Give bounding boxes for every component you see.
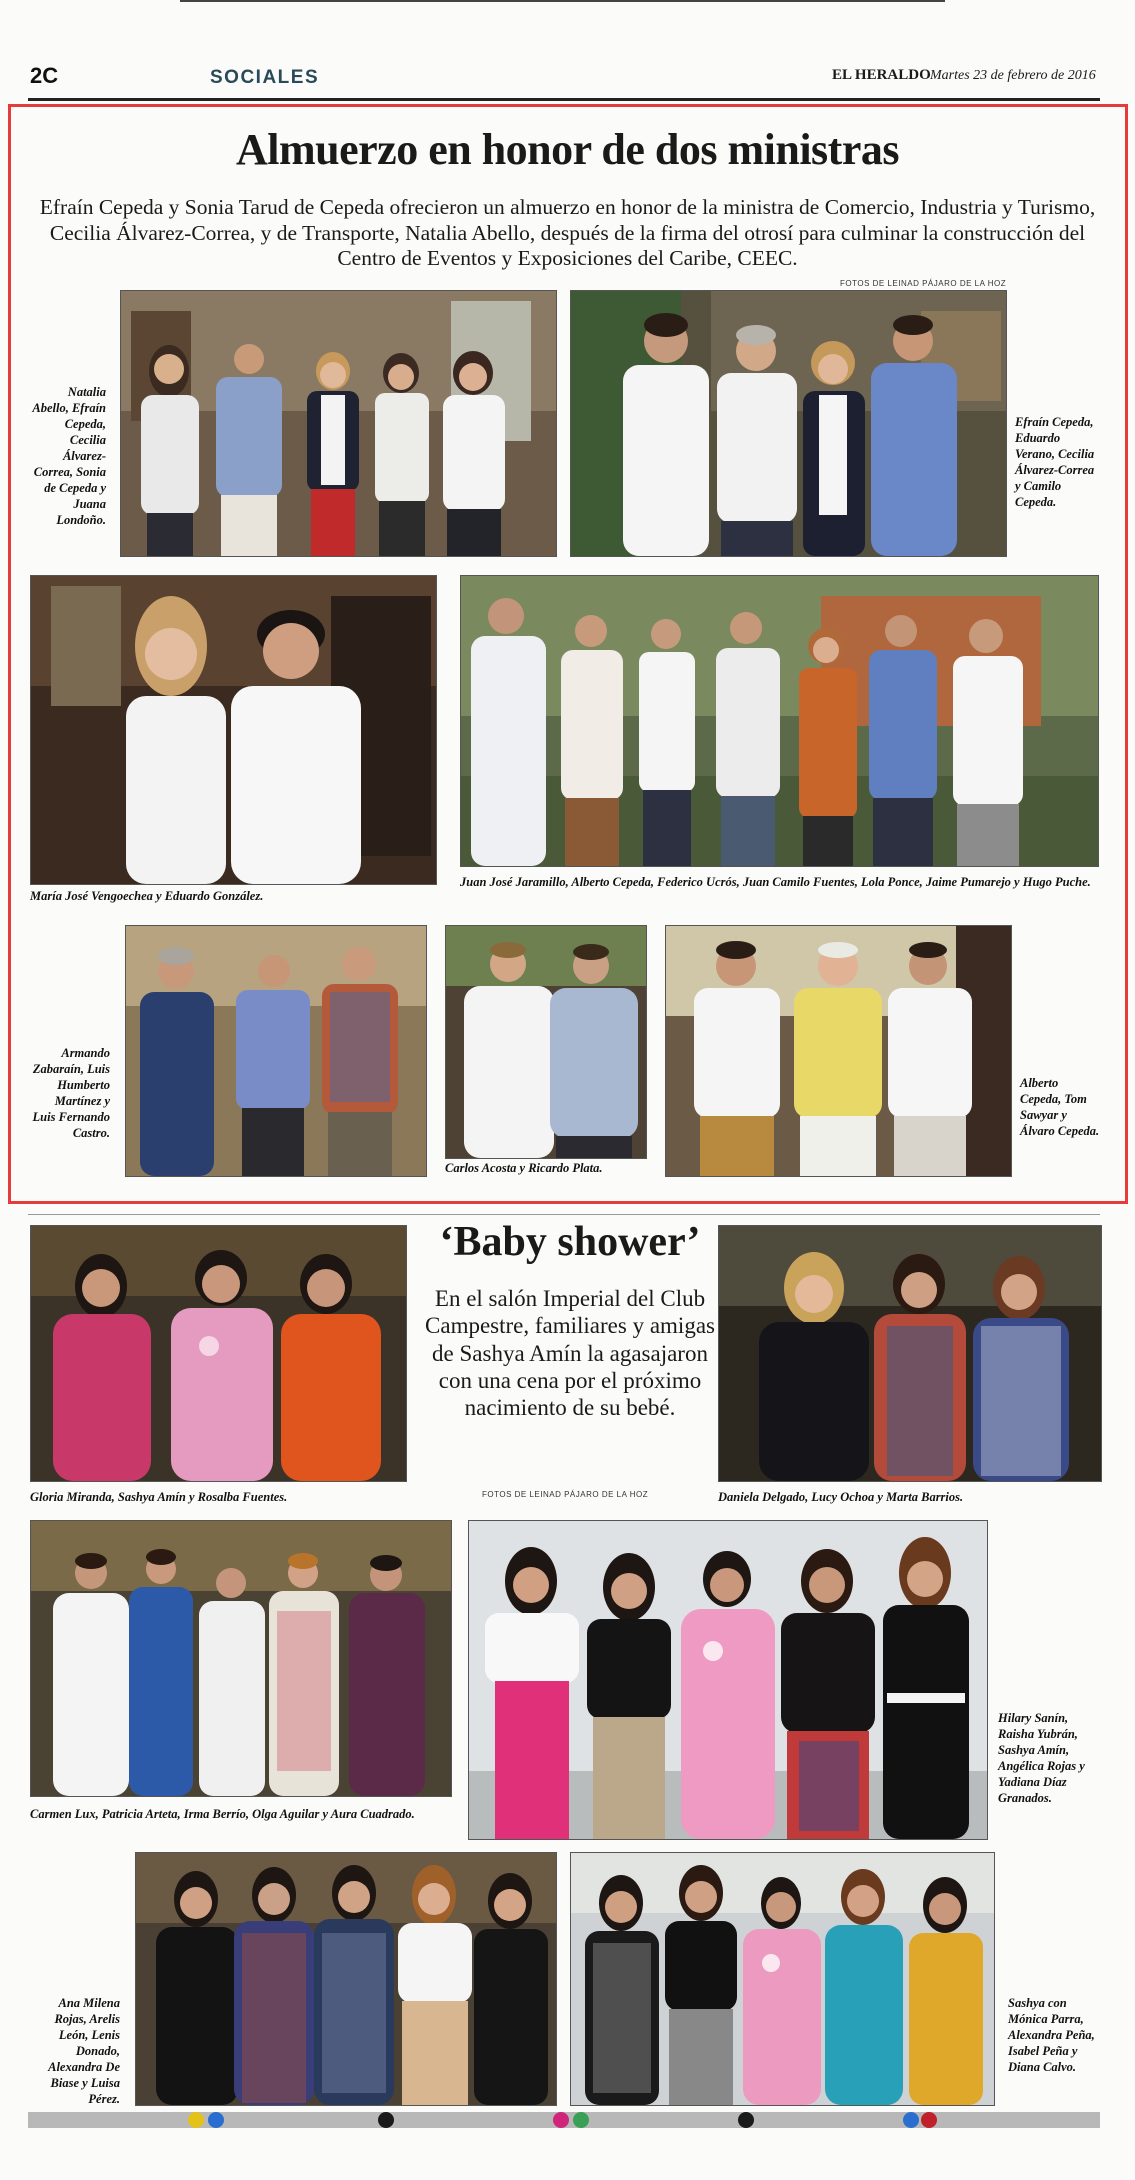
header-rule xyxy=(28,98,1100,101)
photo-pair-vengoechea xyxy=(30,575,437,885)
photo-trio-zabarain xyxy=(125,925,427,1177)
story2-headline: ‘Baby shower’ xyxy=(439,1219,701,1265)
caption-story2-3: Carmen Lux, Patricia Arteta, Irma Berrío, Olga Aguilar y Aura Cuadrado. xyxy=(30,1807,415,1821)
caption-story2-2: Daniela Delgado, Lucy Ochoa y Marta Barrios. xyxy=(718,1490,964,1504)
photo-pair-acosta xyxy=(445,925,647,1159)
registration-dot-black xyxy=(378,2112,394,2128)
issue-date: Martes 23 de febrero de 2016 xyxy=(930,68,1096,83)
registration-dot-blue-2 xyxy=(903,2112,919,2128)
photo-baby-sanin xyxy=(468,1520,988,1840)
caption-story2-1: Gloria Miranda, Sashya Amín y Rosalba Fuentes. xyxy=(30,1490,288,1504)
story2-lead: En el salón Imperial del Club Campestre, familiares y amigas de Sashya Amín la agasajaron con una cena por el próximo nacimiento de su bebé. xyxy=(425,1286,715,1421)
story1-lead: Efraín Cepeda y Sonia Tarud de Cepeda ofrecieron un almuerzo en honor de la ministra de Comercio, Industria y Turismo, Cecilia Álvarez-Correa, y de Transporte, Natalia Abello, después de la firma del otrosí para culminar la construcción del Centro de Eventos y Exposiciones del Caribe, CEEC. xyxy=(39,195,1096,271)
caption-story1-6: Carlos Acosta y Ricardo Plata. xyxy=(445,1161,603,1175)
registration-dot-blue xyxy=(208,2112,224,2128)
photo-group-seven xyxy=(460,575,1099,867)
photo-baby-delgado xyxy=(718,1225,1102,1482)
registration-dot-green xyxy=(573,2112,589,2128)
registration-dot-red xyxy=(921,2112,937,2128)
newspaper-name: EL HERALDO xyxy=(832,67,931,83)
caption-story2-5: Ana Milena Rojas, Arelis León, Lenis Donado, Alexandra De Biase y Luisa Pérez. xyxy=(48,1996,120,2106)
caption-story1-2: Efraín Cepeda, Eduardo Verano, Cecilia Álvarez-Correa y Camilo Cepeda. xyxy=(1015,415,1095,509)
section-divider xyxy=(28,1214,1100,1215)
caption-story1-3: María José Vengoechea y Eduardo González. xyxy=(30,889,264,903)
caption-story1-4: Juan José Jaramillo, Alberto Cepeda, Federico Ucrós, Juan Camilo Fuentes, Lola Ponce, Jaime Pumarejo y Hugo Puche. xyxy=(460,875,1091,889)
story2-photo-credit: FOTOS DE LEINAD PÁJARO DE LA HOZ xyxy=(482,1490,649,1499)
registration-bar xyxy=(28,2112,1100,2128)
caption-story1-7: Alberto Cepeda, Tom Sawyar y Álvaro Cepeda. xyxy=(1020,1076,1100,1138)
registration-dot-black-2 xyxy=(738,2112,754,2128)
page-number: 2C xyxy=(30,63,59,88)
caption-story2-4: Hilary Sanín, Raisha Yubrán, Sashya Amín, Angélica Rojas y Yadiana Díaz Granados. xyxy=(998,1711,1085,1805)
registration-dot-yellow xyxy=(188,2112,204,2128)
caption-story2-6: Sashya con Mónica Parra, Alexandra Peña, Isabel Peña y Diana Calvo. xyxy=(1008,1996,1095,2074)
photo-baby-parra xyxy=(570,1852,995,2106)
photo-baby-rojas xyxy=(135,1852,557,2106)
photo-baby-miranda xyxy=(30,1225,407,1482)
photo-baby-lux xyxy=(30,1520,452,1797)
photo-group-four xyxy=(570,290,1007,557)
caption-story1-5: Armando Zabaraín, Luis Humberto Martínez y Luis Fernando Castro. xyxy=(32,1046,110,1140)
section-name: SOCIALES xyxy=(210,67,320,88)
photo-trio-cepeda xyxy=(665,925,1012,1177)
story1-headline: Almuerzo en honor de dos ministras xyxy=(236,125,899,174)
registration-dot-magenta xyxy=(553,2112,569,2128)
story1-photo-credit: FOTOS DE LEINAD PÁJARO DE LA HOZ xyxy=(840,279,1007,288)
photo-group-five xyxy=(120,290,557,557)
caption-story1-1: Natalia Abello, Efraín Cepeda, Cecilia Álvarez-Correa, Sonia de Cepeda y Juana Londoño. xyxy=(32,385,106,527)
top-rule xyxy=(180,0,945,2)
